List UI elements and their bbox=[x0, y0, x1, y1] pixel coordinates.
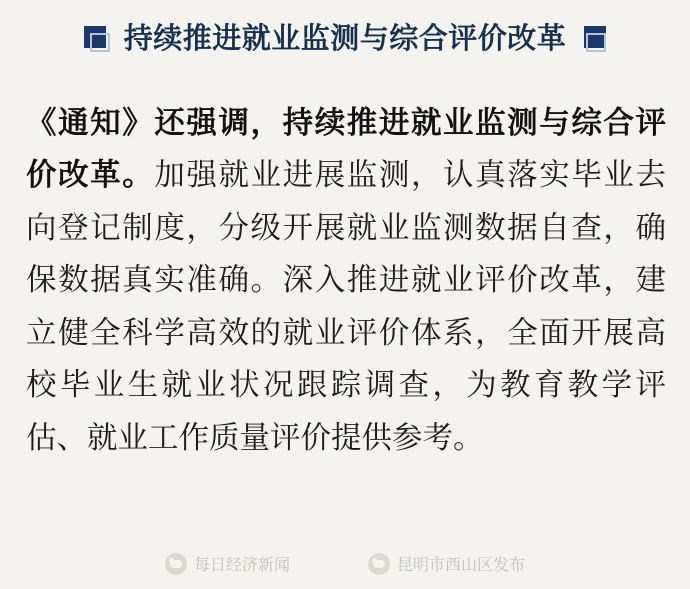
article-body bbox=[0, 63, 690, 464]
square-marker-icon bbox=[580, 26, 606, 52]
watermark-label: 昆明市西山区发布 bbox=[397, 557, 526, 574]
square-marker-icon bbox=[84, 26, 110, 52]
article-header bbox=[0, 0, 690, 63]
paragraph bbox=[26, 97, 666, 464]
watermark-label: 每日经济新闻 bbox=[193, 557, 290, 574]
paragraph-rest: 加强就业进展监测，认真落实毕业去向登记制度，分级开展就业监测数据自查，确保数据真实准确。深入推进就业评价改革，建立健全科学高效的就业评价体系，全面开展高校毕业生就业状况跟踪调查，为教育教学评估、就业工作质量评价提供参考。 bbox=[26, 158, 667, 455]
weibo-logo-icon bbox=[368, 553, 390, 575]
watermark-item bbox=[165, 552, 290, 575]
watermark-row bbox=[0, 552, 690, 575]
paragraph-lead: 《通知》还强调，持续推进就业监测与综合评价改革。 bbox=[26, 105, 666, 193]
page-title: 持续推进就业监测与综合评价改革 bbox=[123, 23, 567, 55]
watermark-item bbox=[368, 552, 525, 575]
weibo-logo-icon bbox=[165, 553, 187, 575]
